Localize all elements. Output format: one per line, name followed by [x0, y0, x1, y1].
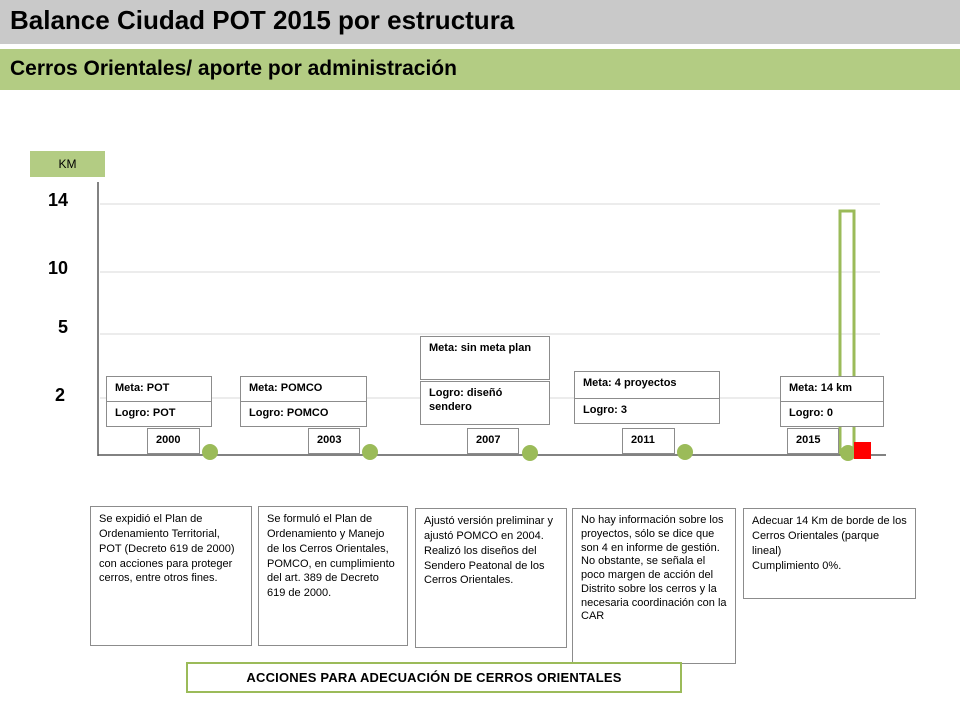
description-2003 — [258, 506, 408, 646]
logro-label-2011: Logro: 3 — [574, 398, 720, 424]
timeline-dot-2011 — [677, 444, 693, 460]
y-tick-label-2: 2 — [55, 385, 66, 405]
y-tick-label-14: 14 — [48, 190, 69, 210]
description-text-2011: No hay información sobre los proyectos, sólo se dice que son 4 en informe de gestión. No obstante, se señala el poco margen de acción del Distrito sobre los cerros y la necesaria coordinación con la CAR — [581, 514, 727, 623]
description-2000 — [90, 506, 252, 646]
logro-label-2003: Logro: POMCO — [240, 401, 367, 427]
bar-logro-2015 — [854, 442, 871, 459]
footer-actions-label: ACCIONES PARA ADECUACIÓN DE CERROS ORIENTALES — [186, 662, 682, 693]
timeline-dot-2015 — [840, 445, 856, 461]
year-label-2000: 2000 — [147, 428, 200, 454]
page-title: Balance Ciudad POT 2015 por estructura — [10, 5, 515, 35]
description-2011 — [572, 508, 736, 664]
description-text-2003: Se formuló el Plan de Ordenamiento y Manejo de los Cerros Orientales, POMCO, en cumplimiento del art. 389 de Decreto 619 de 2000. — [267, 513, 395, 600]
description-text-2007: Ajustó versión preliminar y ajustó POMCO en 2004. Realizó los diseños del Sendero Peatonal de los Cerros Orientales. — [424, 515, 553, 587]
meta-label-2015: Meta: 14 km — [780, 376, 884, 402]
year-label-2003: 2003 — [308, 428, 360, 454]
timeline-dot-2000 — [202, 444, 218, 460]
timeline-dot-2007 — [522, 445, 538, 461]
meta-label-2000: Meta: POT — [106, 376, 212, 402]
meta-label-2007: Meta: sin meta plan — [420, 336, 550, 380]
description-2007 — [415, 508, 567, 648]
year-label-2011: 2011 — [622, 428, 675, 454]
logro-label-2007: Logro: diseñó sendero — [420, 381, 550, 425]
meta-label-2011: Meta: 4 proyectos — [574, 371, 720, 399]
y-tick-label-10: 10 — [48, 258, 69, 278]
meta-label-2003: Meta: POMCO — [240, 376, 367, 402]
y-axis-unit-label: KM — [30, 151, 105, 177]
description-text-2015-cumplimiento: Cumplimiento 0%. — [752, 559, 842, 572]
description-2015 — [743, 508, 916, 599]
logro-label-2000: Logro: POT — [106, 401, 212, 427]
description-text-2015: Adecuar 14 Km de borde de los Cerros Orientales (parque lineal) — [752, 515, 907, 557]
page-subtitle: Cerros Orientales/ aporte por administración — [10, 57, 457, 80]
year-label-2015: 2015 — [787, 428, 839, 454]
timeline-dot-2003 — [362, 444, 378, 460]
description-text-2000: Se expidió el Plan de Ordenamiento Territorial, POT (Decreto 619 de 2000) con acciones para proteger cerros, entre otros fines. — [99, 513, 235, 585]
y-tick-label-5: 5 — [58, 317, 69, 337]
logro-label-2015: Logro: 0 — [780, 401, 884, 427]
year-label-2007: 2007 — [467, 428, 519, 454]
